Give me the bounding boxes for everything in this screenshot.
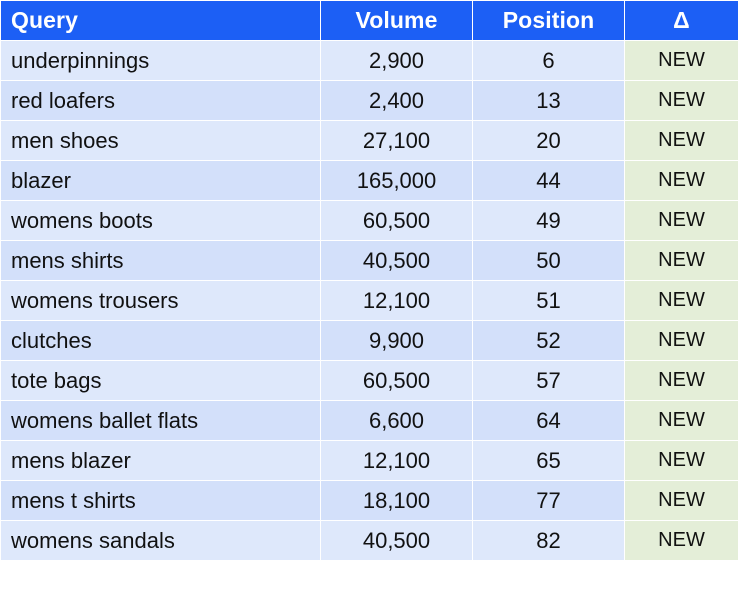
table-row	[1, 81, 738, 121]
cell-query: mens shirts	[1, 241, 321, 281]
cell-delta: NEW	[625, 441, 738, 481]
cell-position: 50	[473, 241, 625, 281]
table-row	[1, 41, 738, 81]
cell-volume: 12,100	[321, 281, 473, 321]
cell-volume: 40,500	[321, 241, 473, 281]
cell-delta: NEW	[625, 321, 738, 361]
cell-delta: NEW	[625, 161, 738, 201]
cell-volume: 27,100	[321, 121, 473, 161]
table-body	[1, 41, 738, 561]
cell-delta: NEW	[625, 281, 738, 321]
table-row	[1, 361, 738, 401]
cell-query: mens blazer	[1, 441, 321, 481]
cell-position: 51	[473, 281, 625, 321]
table-row	[1, 321, 738, 361]
cell-query: underpinnings	[1, 41, 321, 81]
cell-delta: NEW	[625, 81, 738, 121]
cell-position: 64	[473, 401, 625, 441]
cell-volume: 40,500	[321, 521, 473, 561]
cell-query: womens boots	[1, 201, 321, 241]
cell-query: womens sandals	[1, 521, 321, 561]
cell-position: 57	[473, 361, 625, 401]
cell-position: 52	[473, 321, 625, 361]
cell-volume: 165,000	[321, 161, 473, 201]
table-row	[1, 441, 738, 481]
cell-delta: NEW	[625, 121, 738, 161]
cell-query: tote bags	[1, 361, 321, 401]
column-header-position[interactable]: Position	[473, 1, 625, 41]
table-row	[1, 481, 738, 521]
cell-volume: 2,400	[321, 81, 473, 121]
cell-position: 13	[473, 81, 625, 121]
column-header-delta[interactable]: Δ	[625, 1, 738, 41]
cell-query: red loafers	[1, 81, 321, 121]
column-header-volume[interactable]: Volume	[321, 1, 473, 41]
header-row	[1, 1, 738, 41]
cell-delta: NEW	[625, 41, 738, 81]
cell-query: men shoes	[1, 121, 321, 161]
column-header-query[interactable]: Query	[1, 1, 321, 41]
cell-position: 49	[473, 201, 625, 241]
cell-volume: 18,100	[321, 481, 473, 521]
cell-volume: 2,900	[321, 41, 473, 81]
table-row	[1, 401, 738, 441]
cell-delta: NEW	[625, 481, 738, 521]
cell-position: 20	[473, 121, 625, 161]
cell-volume: 9,900	[321, 321, 473, 361]
cell-query: blazer	[1, 161, 321, 201]
cell-delta: NEW	[625, 361, 738, 401]
cell-query: womens ballet flats	[1, 401, 321, 441]
cell-position: 77	[473, 481, 625, 521]
cell-volume: 6,600	[321, 401, 473, 441]
cell-query: clutches	[1, 321, 321, 361]
cell-position: 6	[473, 41, 625, 81]
cell-delta: NEW	[625, 241, 738, 281]
cell-position: 44	[473, 161, 625, 201]
table-row	[1, 281, 738, 321]
cell-volume: 12,100	[321, 441, 473, 481]
table-row	[1, 201, 738, 241]
table-row	[1, 161, 738, 201]
cell-delta: NEW	[625, 201, 738, 241]
table-row	[1, 121, 738, 161]
cell-volume: 60,500	[321, 361, 473, 401]
cell-volume: 60,500	[321, 201, 473, 241]
table-header	[1, 1, 738, 41]
table-row	[1, 241, 738, 281]
cell-query: mens t shirts	[1, 481, 321, 521]
cell-query: womens trousers	[1, 281, 321, 321]
table-row	[1, 521, 738, 561]
cell-position: 65	[473, 441, 625, 481]
cell-delta: NEW	[625, 401, 738, 441]
cell-position: 82	[473, 521, 625, 561]
cell-delta: NEW	[625, 521, 738, 561]
